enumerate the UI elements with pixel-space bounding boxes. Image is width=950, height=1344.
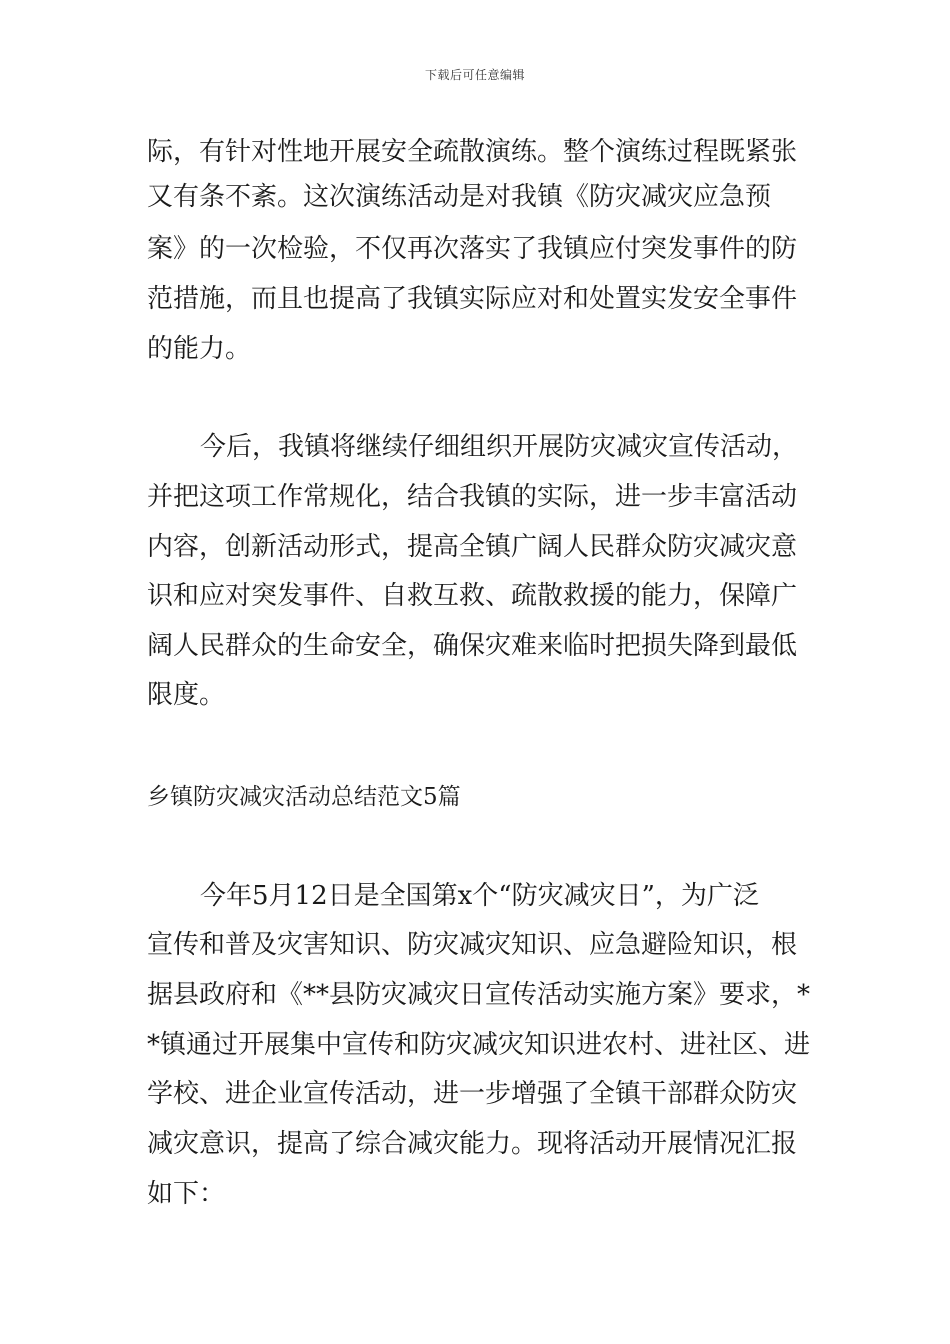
text-line: 限度。 — [147, 680, 226, 710]
text-line: 的能力。 — [147, 334, 252, 364]
text-line: 据县政府和《**县防灾减灾日宣传活动实施方案》要求，* — [147, 980, 811, 1010]
text-line: 际，有针对性地开展安全疏散演练。整个演练过程既紧张 — [147, 137, 798, 167]
text-line: 案》的一次检验，不仅再次落实了我镇应付突发事件的防 — [147, 234, 798, 264]
download-note: 下载后可任意编辑 — [424, 68, 525, 82]
text-line: *镇通过开展集中宣传和防灾减灾知识进农村、进社区、进 — [147, 1030, 811, 1060]
text-line: 学校、进企业宣传活动，进一步增强了全镇干部群众防灾 — [147, 1079, 798, 1109]
section-title: 乡镇防灾减灾活动总结范文5篇 — [147, 784, 461, 810]
text-line: 今年5月12日是全国第x个“防灾减灾日”，为广泛 — [200, 881, 759, 911]
text-line: 范措施，而且也提高了我镇实际应对和处置实发安全事件 — [147, 284, 798, 314]
text-line: 内容，创新活动形式，提高全镇广阔人民群众防灾减灾意 — [147, 532, 798, 562]
text-line: 又有条不紊。这次演练活动是对我镇《防灾减灾应急预 — [147, 182, 772, 212]
text-line: 并把这项工作常规化，结合我镇的实际，进一步丰富活动 — [147, 482, 798, 512]
text-line: 阔人民群众的生命安全，确保灾难来临时把损失降到最低 — [147, 631, 798, 661]
text-line: 如下： — [147, 1179, 226, 1209]
text-line: 宣传和普及灾害知识、防灾减灾知识、应急避险知识，根 — [147, 930, 798, 960]
text-line: 减灾意识，提高了综合减灾能力。现将活动开展情况汇报 — [147, 1129, 798, 1159]
text-line: 今后，我镇将继续仔细组织开展防灾减灾宣传活动， — [200, 432, 799, 462]
text-line: 识和应对突发事件、自救互救、疏散救援的能力，保障广 — [147, 581, 798, 611]
